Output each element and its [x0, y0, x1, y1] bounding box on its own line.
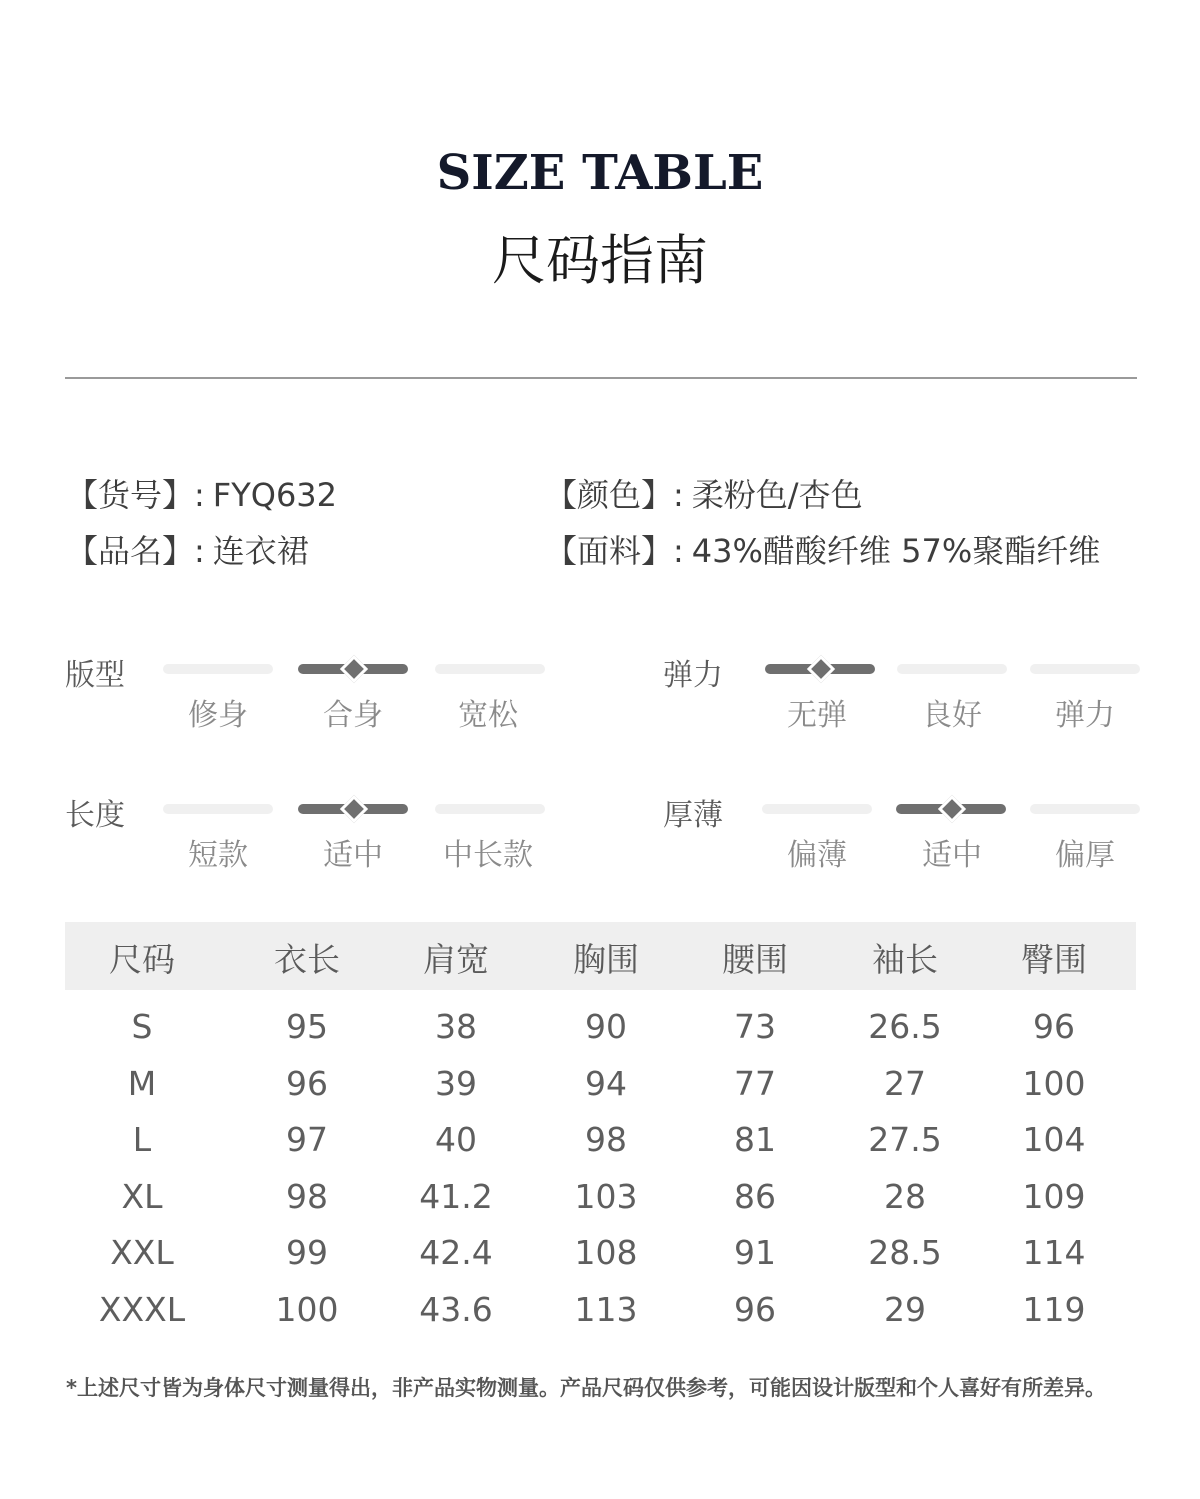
- attr-length-bar-2: [435, 804, 545, 814]
- size-table-cell: 95: [286, 1007, 328, 1046]
- selected-marker-icon: [340, 655, 368, 683]
- attr-thickness-option-1: 适中: [922, 838, 982, 873]
- size-table-cell: 41.2: [419, 1177, 493, 1216]
- info-color: [545, 470, 863, 516]
- info-name: [66, 526, 309, 572]
- size-table-cell: 91: [734, 1233, 776, 1272]
- attr-fit-option-1: 合身: [323, 698, 383, 733]
- attr-stretch-bar-1: [897, 664, 1007, 674]
- attr-stretch-bar-2: [1030, 664, 1140, 674]
- size-table-cell: 113: [574, 1290, 638, 1329]
- size-table-header-cell: 尺码: [109, 940, 175, 979]
- info-name-label: 【品名】:: [66, 532, 205, 570]
- attr-length-option-1: 适中: [323, 838, 383, 873]
- size-table-cell: 99: [286, 1233, 328, 1272]
- size-table-cell: 86: [734, 1177, 776, 1216]
- attr-thickness-option-0: 偏薄: [787, 838, 847, 873]
- size-table-size-cell: L: [132, 1120, 152, 1159]
- attr-length-bar-1: [298, 804, 408, 814]
- attr-stretch-bar-0: [765, 664, 875, 674]
- info-color-label: 【颜色】:: [545, 476, 684, 514]
- size-table-cell: 29: [884, 1290, 926, 1329]
- size-table-cell: 43.6: [419, 1290, 493, 1329]
- size-table-header-cell: 袖长: [872, 940, 938, 979]
- size-table-header-cell: 臀围: [1021, 940, 1087, 979]
- info-item-no-label: 【货号】:: [66, 476, 205, 514]
- selected-marker-icon: [340, 795, 368, 823]
- size-table-cell: 114: [1022, 1233, 1086, 1272]
- size-table-cell: 100: [275, 1290, 339, 1329]
- size-table-cell: 96: [1033, 1007, 1075, 1046]
- size-table-cell: 39: [435, 1064, 477, 1103]
- size-table-cell: 27.5: [868, 1120, 942, 1159]
- size-table-cell: 97: [286, 1120, 328, 1159]
- info-fabric: [545, 526, 1100, 572]
- size-table-cell: 98: [585, 1120, 627, 1159]
- size-table-cell: 28.5: [868, 1233, 942, 1272]
- attr-fit-option-2: 宽松: [458, 698, 518, 733]
- title-cn: 尺码指南: [492, 229, 708, 292]
- size-table-cell: 100: [1022, 1064, 1086, 1103]
- size-table-cell: 103: [574, 1177, 638, 1216]
- size-table-cell: 42.4: [419, 1233, 493, 1272]
- size-table-cell: 27: [884, 1064, 926, 1103]
- attr-fit-bar-0: [163, 664, 273, 674]
- attr-fit-bar-2: [435, 664, 545, 674]
- attr-stretch-option-2: 弹力: [1055, 698, 1115, 733]
- size-table-cell: 26.5: [868, 1007, 942, 1046]
- selected-marker-icon: [938, 795, 966, 823]
- size-table-cell: 104: [1022, 1120, 1086, 1159]
- size-table-cell: 77: [734, 1064, 776, 1103]
- attr-thickness-bar-2: [1030, 804, 1140, 814]
- divider: [65, 377, 1137, 379]
- size-table-size-cell: M: [127, 1064, 157, 1103]
- attr-length-option-2: 中长款: [443, 838, 533, 873]
- attr-thickness-bar-1: [896, 804, 1006, 814]
- attr-length-option-0: 短款: [188, 838, 248, 873]
- footnote: *上述尺寸皆为身体尺寸测量得出，非产品实物测量。产品尺码仅供参考，可能因设计版型和个人喜好有所差异。: [66, 1376, 1106, 1400]
- size-table-cell: 119: [1022, 1290, 1086, 1329]
- attr-thickness-option-2: 偏厚: [1055, 838, 1115, 873]
- attr-thickness-label: 厚薄: [663, 798, 723, 833]
- attr-fit-option-0: 修身: [188, 698, 248, 733]
- size-table-cell: 98: [286, 1177, 328, 1216]
- attr-stretch-label: 弹力: [663, 658, 723, 693]
- size-table-cell: 109: [1022, 1177, 1086, 1216]
- attr-stretch-option-1: 良好: [922, 698, 982, 733]
- size-table-cell: 73: [734, 1007, 776, 1046]
- size-table-cell: 96: [734, 1290, 776, 1329]
- size-table-cell: 40: [435, 1120, 477, 1159]
- size-table-header-cell: 腰围: [722, 940, 788, 979]
- title-en: SIZE TABLE: [436, 145, 764, 201]
- size-table-size-cell: XXXL: [98, 1290, 186, 1329]
- size-table-size-cell: S: [131, 1007, 153, 1046]
- info-item-no-value: FYQ632: [212, 476, 338, 514]
- attr-thickness-bar-0: [762, 804, 872, 814]
- size-table-cell: 96: [286, 1064, 328, 1103]
- size-table-cell: 94: [585, 1064, 627, 1103]
- info-fabric-label: 【面料】:: [545, 532, 684, 570]
- size-table-header-cell: 衣长: [274, 940, 340, 979]
- size-table-cell: 38: [435, 1007, 477, 1046]
- size-table-cell: 28: [884, 1177, 926, 1216]
- attr-fit-bar-1: [298, 664, 408, 674]
- selected-marker-icon: [807, 655, 835, 683]
- attr-length-bar-0: [163, 804, 273, 814]
- attr-length-label: 长度: [65, 798, 125, 833]
- attr-fit-label: 版型: [65, 658, 125, 693]
- attr-stretch-option-0: 无弹: [787, 698, 847, 733]
- size-table-cell: 108: [574, 1233, 638, 1272]
- size-table-header-cell: 胸围: [573, 940, 639, 979]
- size-table-size-cell: XXL: [110, 1233, 174, 1272]
- size-table-cell: 90: [585, 1007, 627, 1046]
- info-item-no: [66, 470, 337, 516]
- size-table-header-cell: 肩宽: [423, 940, 489, 979]
- size-table-cell: 81: [734, 1120, 776, 1159]
- info-fabric-value: 43%醋酸纤维 57%聚酯纤维: [691, 532, 1101, 570]
- size-table-size-cell: XL: [121, 1177, 163, 1216]
- info-name-value: 连衣裙: [212, 532, 309, 570]
- info-color-value: 柔粉色/杏色: [691, 476, 863, 514]
